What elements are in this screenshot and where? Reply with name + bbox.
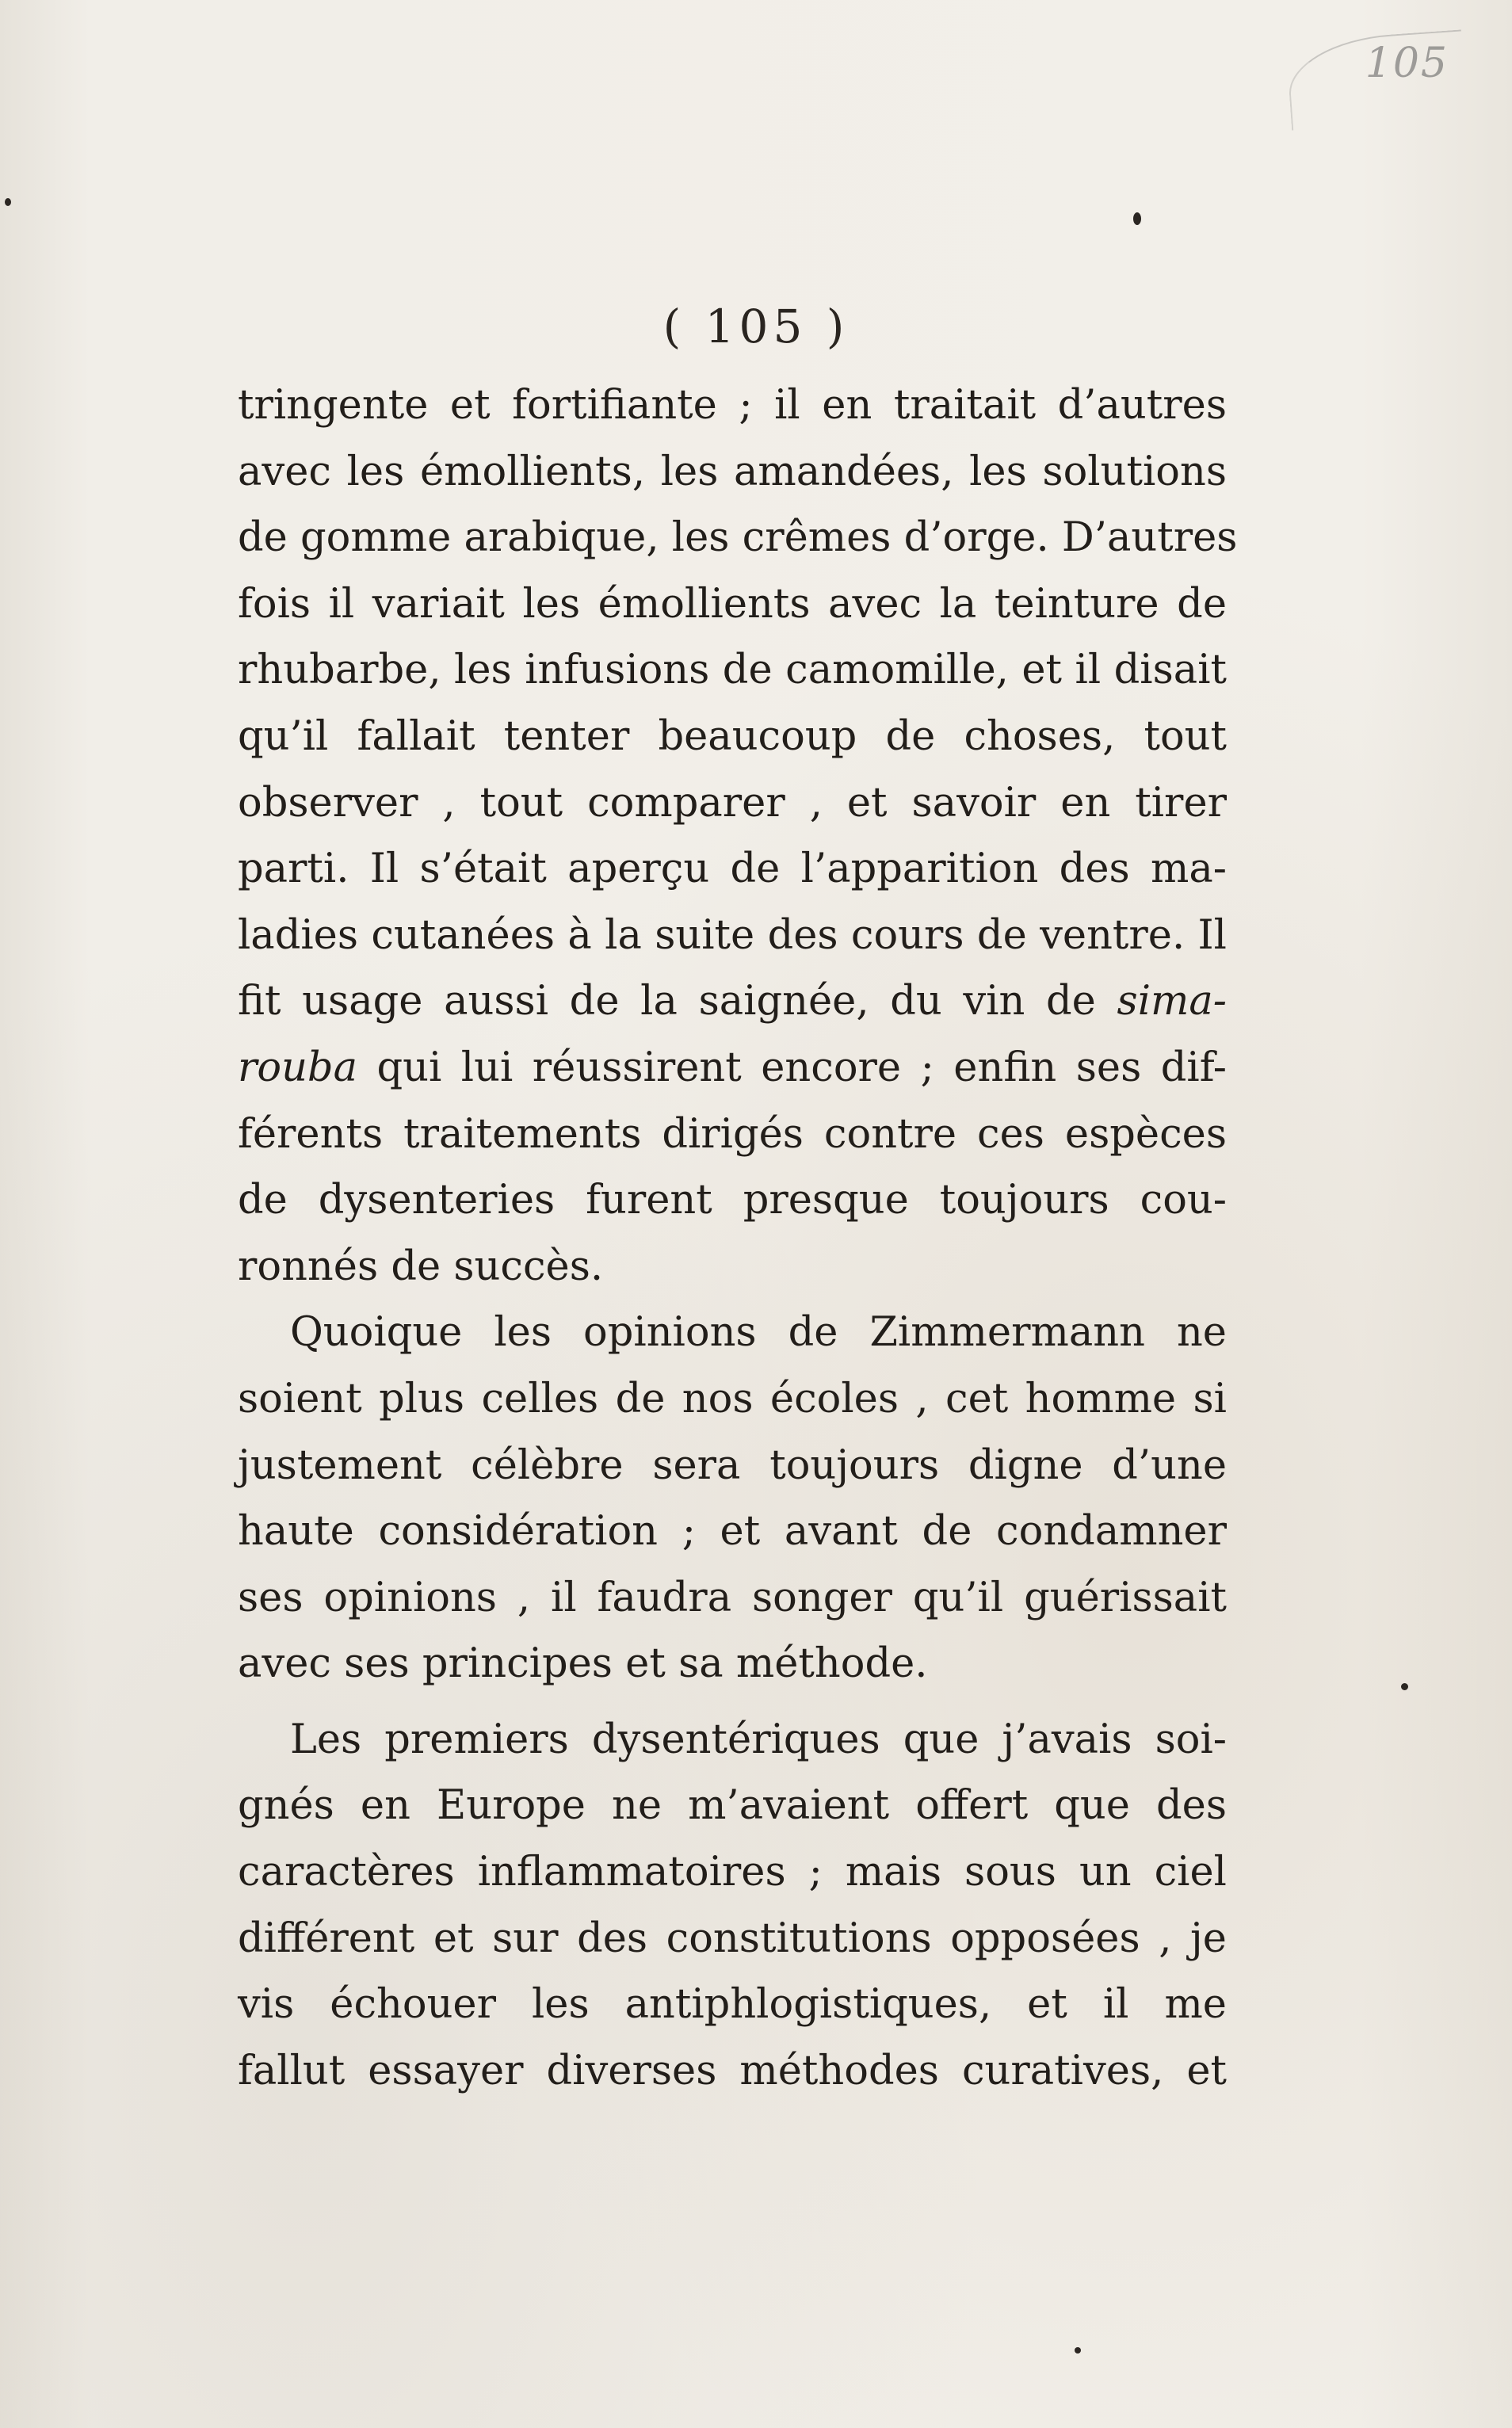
text-line: ronnés de succès. (238, 1243, 604, 1290)
page-number-header: ( 105 ) (662, 300, 850, 353)
text-line-start: fit usage aussi de la saignée, du vin de (238, 978, 1117, 1025)
text-line: caractères inflammatoires ; mais sous un ciel (238, 1849, 1227, 1896)
ink-speck (5, 198, 11, 206)
text-line: férents traitements dirigés contre ces espèces (238, 1110, 1227, 1158)
corner-page-annotation: 105 (1365, 40, 1449, 87)
text-line-rest: qui lui réussirent encore ; enfin ses dif- (357, 1044, 1227, 1091)
text-line (238, 968, 1227, 1035)
text-line: observer , tout comparer , et savoir en tirer (238, 779, 1227, 827)
text-line: gnés en Europe ne m’avaient offert que des (238, 1782, 1227, 1830)
text-line: fois il variait les émollients avec la teinture de (238, 580, 1227, 628)
ink-speck (1075, 2347, 1081, 2354)
text-line: ses opinions , il faudra songer qu’il guérissait (238, 1574, 1227, 1621)
text-line: Les premiers dysentériques que j’avais soi- (290, 1716, 1227, 1763)
text-line (238, 1035, 1227, 1101)
text-line: soient plus celles de nos écoles , cet homme si (238, 1375, 1227, 1422)
text-line: avec ses principes et sa méthode. (238, 1640, 928, 1688)
text-line: rhubarbe, les infusions de camomille, et il disait (238, 647, 1227, 694)
text-line: ladies cutanées à la suite des cours de ventre. Il (238, 911, 1227, 959)
ink-speck (1401, 1683, 1408, 1690)
text-line: de gomme arabique, les crêmes d’orge. D’autres (238, 514, 1238, 562)
italic-word: rouba (238, 1044, 357, 1091)
body-text (238, 372, 1238, 2104)
text-line: fallut essayer diverses méthodes curatives, et (238, 2047, 1227, 2094)
text-line: tringente et fortifiante ; il en traitait d’autres (238, 382, 1227, 429)
text-line: de dysenteries furent presque toujours cou- (238, 1177, 1227, 1224)
text-line: haute considération ; et avant de condamner (238, 1508, 1227, 1556)
paragraph-gap (238, 1697, 1227, 1707)
text-line: qu’il fallait tenter beaucoup de choses, tout (238, 712, 1227, 760)
italic-word: sima- (1117, 978, 1227, 1025)
text-line: Quoique les opinions de Zimmermann ne (290, 1309, 1227, 1357)
text-line: vis échouer les antiphlogistiques, et il me (238, 1981, 1227, 2029)
text-line: différent et sur des constitutions opposées , je (238, 1915, 1227, 1962)
ink-speck (1133, 212, 1141, 225)
text-line: avec les émollients, les amandées, les solutions (238, 448, 1227, 495)
text-line: parti. Il s’était aperçu de l’apparition des ma- (238, 846, 1227, 893)
text-line: justement célèbre sera toujours digne d’une (238, 1441, 1227, 1489)
